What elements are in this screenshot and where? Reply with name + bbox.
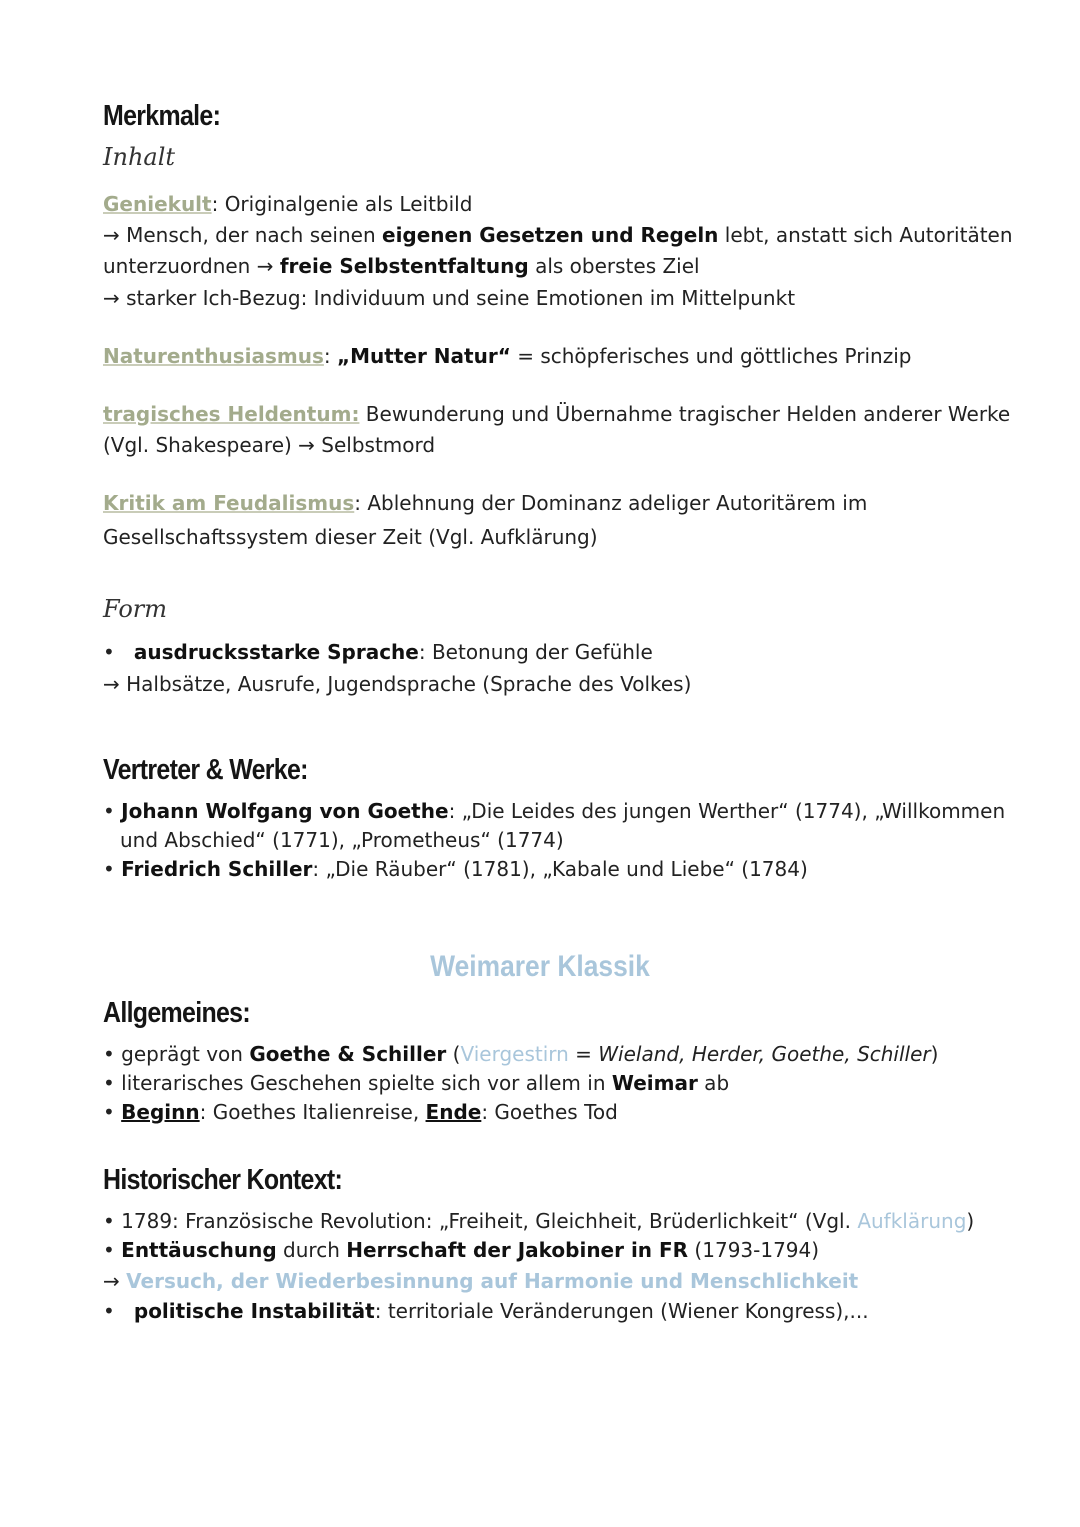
heading-merkmale: Merkmale:	[103, 100, 221, 132]
section-title-weimarer-klassik: Weimarer Klassik	[430, 950, 650, 983]
kritik-line2: Gesellschaftssystem dieser Zeit (Vgl. Aufklärung)	[103, 525, 598, 549]
kontext-item-3: → Versuch, der Wiederbesinnung auf Harmonie und Menschlichkeit	[103, 1269, 859, 1293]
heading-vertreter: Vertreter & Werke:	[103, 754, 308, 786]
keyword-naturenthusiasmus: Naturenthusiasmus	[103, 344, 324, 368]
keyword-kritik: Kritik am Feudalismus	[103, 491, 355, 515]
keyword-heldentum: tragisches Heldentum:	[103, 402, 360, 426]
heading-allgemeines: Allgemeines:	[103, 997, 250, 1029]
form-line2: → Halbsätze, Ausrufe, Jugendsprache (Sprache des Volkes)	[103, 672, 692, 696]
naturenthusiasmus-line: Naturenthusiasmus: „Mutter Natur“ = schöpferisches und göttliches Prinzip	[103, 344, 912, 368]
allgemeines-item-2: • literarisches Geschehen spielte sich vor allem in Weimar ab	[103, 1071, 730, 1095]
bullet-icon: •	[103, 640, 115, 664]
geniekult-line2: → Mensch, der nach seinen eigenen Gesetzen und Regeln lebt, anstatt sich Autoritäten	[103, 223, 1013, 247]
goethe-line1: • Johann Wolfgang von Goethe: „Die Leides des jungen Werther“ (1774), „Willkommen	[103, 799, 1006, 823]
kontext-item-4: • politische Instabilität: territoriale Veränderungen (Wiener Kongress),...	[103, 1299, 869, 1323]
handwritten-inhalt: Inhalt	[103, 143, 176, 171]
kontext-item-1: • 1789: Französische Revolution: „Freiheit, Gleichheit, Brüderlichkeit“ (Vgl. Aufklärung)	[103, 1209, 975, 1233]
handwritten-form: Form	[103, 595, 168, 623]
geniekult-line4: → starker Ich-Bezug: Individuum und seine Emotionen im Mittelpunkt	[103, 286, 796, 310]
keyword-geniekult: Geniekult	[103, 192, 212, 216]
geniekult-line3: unterzuordnen → freie Selbstentfaltung als oberstes Ziel	[103, 254, 700, 278]
heading-historischer-kontext: Historischer Kontext:	[103, 1164, 343, 1196]
schiller-line: • Friedrich Schiller: „Die Räuber“ (1781), „Kabale und Liebe“ (1784)	[103, 857, 808, 881]
allgemeines-item-3: • Beginn: Goethes Italienreise, Ende: Goethes Tod	[103, 1100, 618, 1124]
heldentum-line2: (Vgl. Shakespeare) → Selbstmord	[103, 433, 436, 457]
geniekult-line1: Geniekult: Originalgenie als Leitbild	[103, 192, 473, 216]
kritik-line1: Kritik am Feudalismus: Ablehnung der Dominanz adeliger Autoritärem im	[103, 491, 868, 515]
heldentum-line1: tragisches Heldentum: Bewunderung und Übernahme tragischer Helden anderer Werke	[103, 402, 1011, 426]
kontext-item-2: • Enttäuschung durch Herrschaft der Jakobiner in FR (1793-1794)	[103, 1238, 820, 1262]
goethe-line2: und Abschied“ (1771), „Prometheus“ (1774)	[120, 828, 564, 852]
allgemeines-item-1: • geprägt von Goethe & Schiller (Viergestirn = Wieland, Herder, Goethe, Schiller)	[103, 1042, 939, 1066]
form-bullet-line: • ausdrucksstarke Sprache: Betonung der Gefühle	[103, 640, 653, 664]
